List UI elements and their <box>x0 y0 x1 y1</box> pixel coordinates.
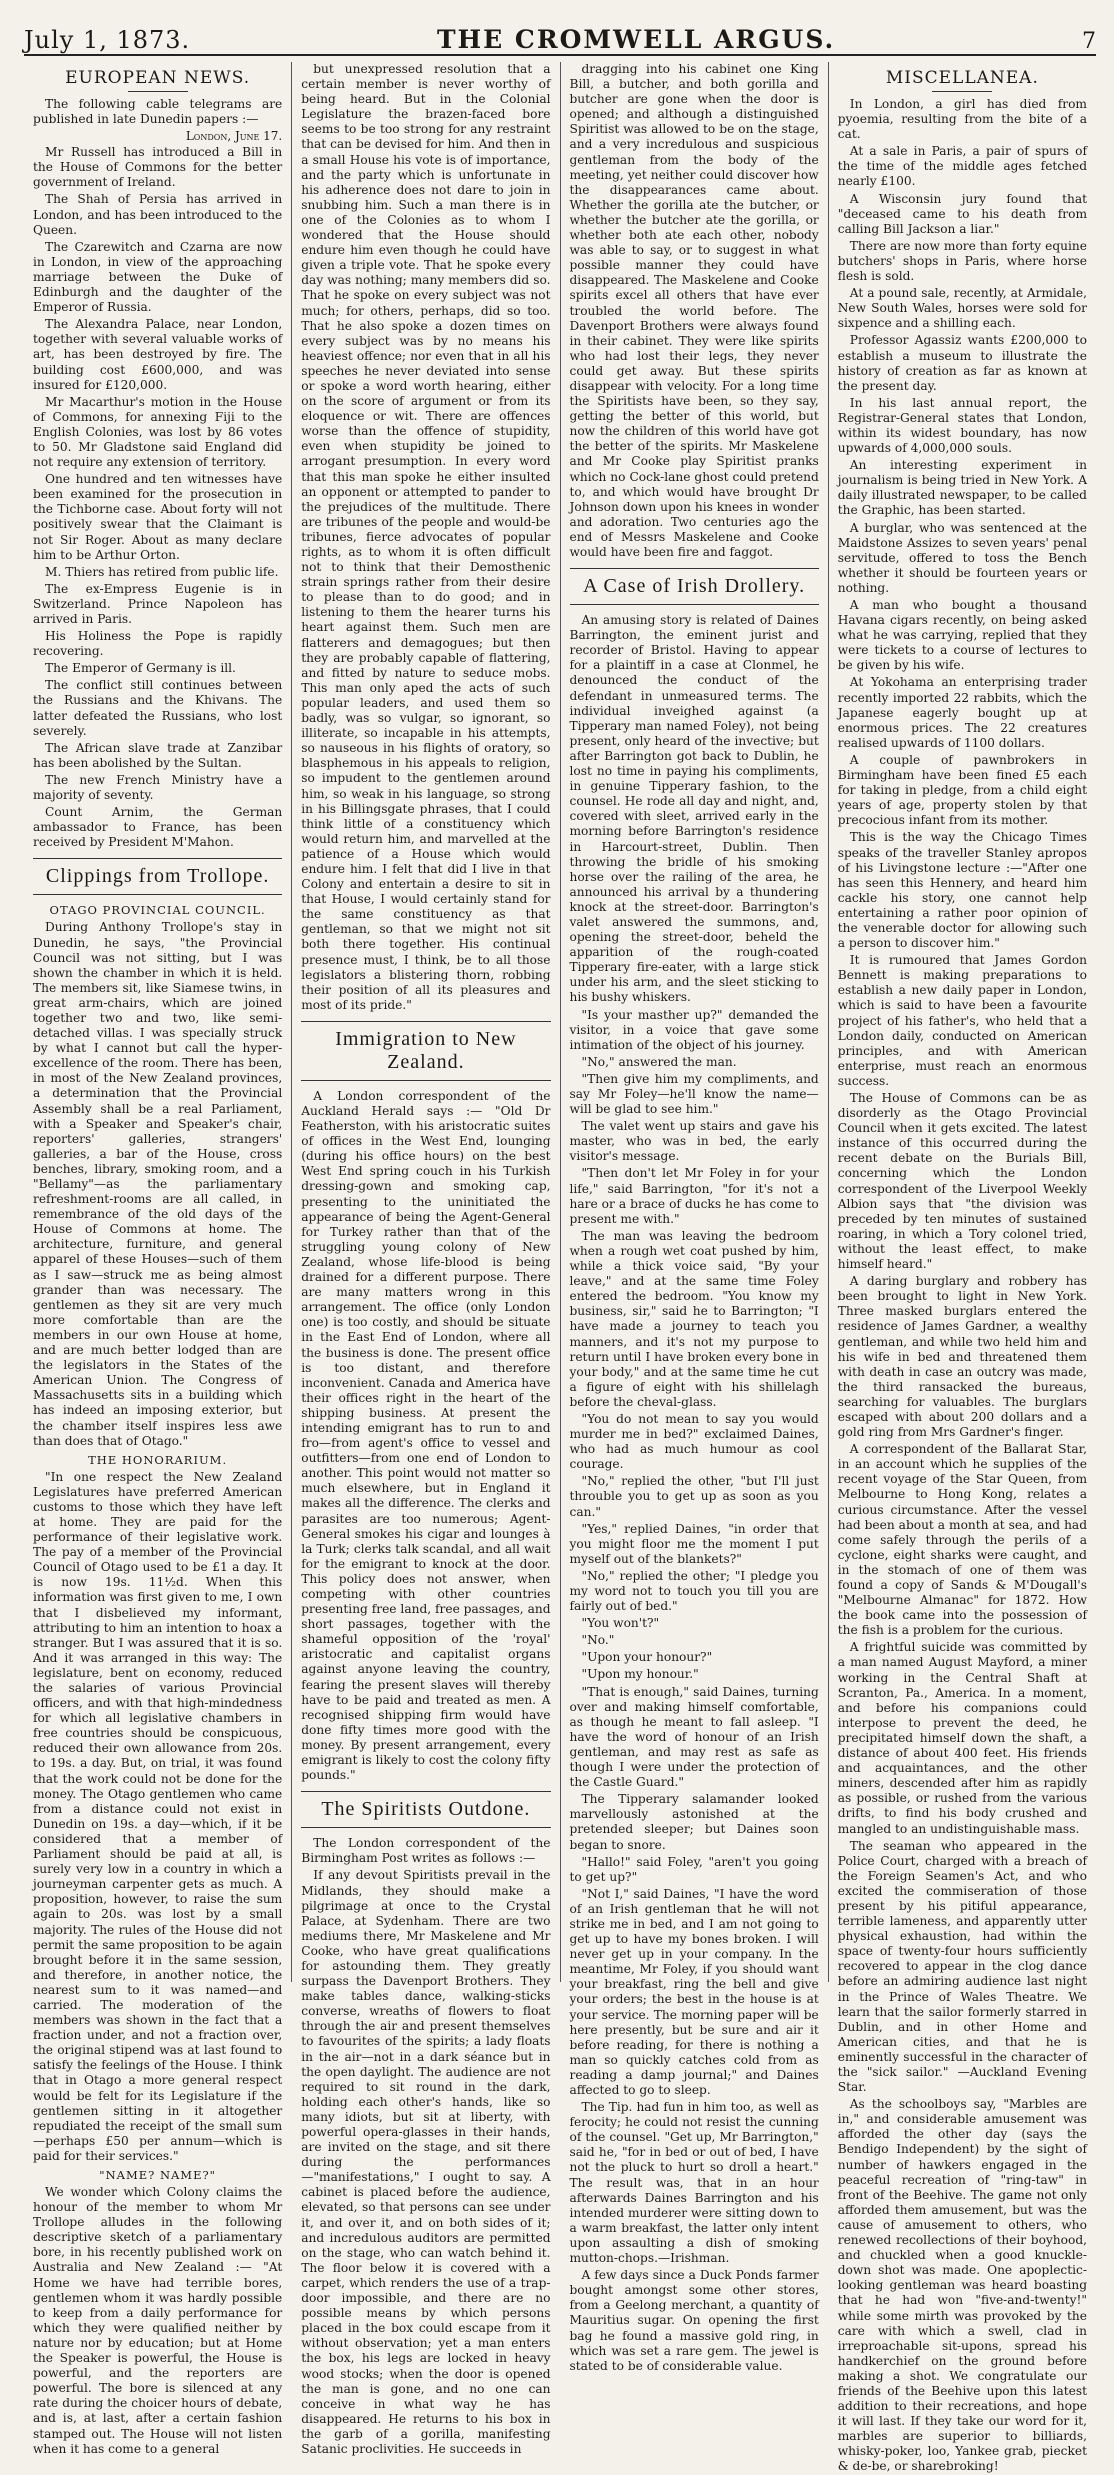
paragraph: The conflict still continues between the Russians and the Khivans. The latter defeated the Russians, who lost severely. <box>33 678 283 738</box>
paragraph: "Hallo!" said Foley, "aren't you going to get up?" <box>569 1854 819 1884</box>
paragraph: As the schoolboys say, "Marbles are in," and considerable amusement was afforded the other day (says the Bendigo Independent) by the sight of number of hawkers engaged in the peaceful recreation of "ring-taw" in front of the Beehive. The game not only afforded them amusement, but was the cause of amusement to others, who renewed recollections of their boyhood, and chuckled when a good knuckle-down shot was made. One apoplectic-looking gentleman was heard boasting that he had won "five-and-twenty!" while some mirth was provoked by the care with which a swell, clad in irreproachable sit-upons, spread his handkerchief on the ground before making a shot. We congratulate our friends of the Beehive upon this latest addition to their recreations, and hope it will last. If they take our word for it, marbles are superior to billiards, whisky-poker, loo, Yankee grab, piecket & de-be, or sharebroking! <box>837 2097 1087 2474</box>
immigration-heading <box>301 1021 550 1081</box>
paragraph: It is rumoured that James Gordon Bennett is making preparations to establish a new daily paper in London, which is said to have been a favourite project of his father's, who held that a London daily, conducted on American principles, and with American enterprise, must reach an enormous success. <box>837 953 1087 1088</box>
paragraph: Count Arnim, the German ambassador to France, has been received by President M'Mahon. <box>33 805 283 850</box>
column-4 <box>829 62 1096 2474</box>
paragraph: "You do not mean to say you would murder me in bed?" exclaimed Daines, who had as much humour as cool courage. <box>569 1411 819 1472</box>
divider <box>932 91 992 92</box>
paragraph: The Emperor of Germany is ill. <box>45 661 236 676</box>
european-news-body <box>33 145 282 850</box>
paragraph: The London correspondent of the Birmingham Post writes as follows :— <box>301 1836 551 1866</box>
paragraph: At Yokohama an enterprising trader recently imported 22 rabbits, which the Japanese eagerly bought up at enormous prices. The 22 creatures realised upwards of 1100 dollars. <box>837 675 1087 750</box>
paragraph: dragging into his cabinet one King Bill, a butcher, and both gorilla and butcher are gone when the door is opened; and although a distinguished Spiritist was allowed to be on the stage, and a very incredulous and suspicious gentleman from the body of the meeting, yet neither could discover how the disappearances came about. Whether the gorilla ate the butcher, or whether the butcher ate the gorilla, or whether both ate each other, nobody was able to say, or to suggest in what possible manner they could have disappeared. The Maskelene and Cooke spirits excel all others that have ever troubled the world before. The Davenport Brothers were always found in their cabinet. They were like spirits who had lost their legs, they never could get away. But these spirits disappear with velocity. For a long time the Spiritists have been, so they say, getting the better of this world, but now the children of this world have got the better of the spirits. Mr Maskelene and Mr Cooke play Spiritist pranks which no Cock-lane ghost could pretend to, and which would have brought Dr Johnson down upon his knees in wonder and adoration. Two centuries ago the end of Messrs Maskelene and Cooke would have been fire and faggot. <box>569 62 819 559</box>
masthead <box>24 14 1096 56</box>
european-news-heading <box>33 68 282 92</box>
paragraph: The man was leaving the bedroom when a rough wet coat pushed by him, while a thick voice said, "By your leave," and at the same time Foley entered the bedroom. "You know my business, sir," said he to Barrington; "I have made a journey to teach you manners, and it's not my purpose to return until I have broken every bone in your body," and at the same time he cut a figure of eight with his shillelagh before the cheval-glass. <box>569 1228 819 1409</box>
trollope-heading <box>33 858 282 895</box>
paragraph: "Then give him my compliments, and say Mr Foley—he'll know the name—will be glad to see him." <box>569 1071 819 1117</box>
paragraph: "No," replied the other, "but I'll just throuble you to get up as soon as you can." <box>569 1474 819 1519</box>
paragraph: His Holiness the Pope is rapidly recovering. <box>33 629 283 659</box>
paragraph: A London correspondent of the Auckland Herald says :— "Old Dr Featherston, with his aristocratic suites of offices in the West End, lounging (during his office hours) on the best West End spring couch in his Turkish dressing-gown and smoking cap, presenting to the uninitiated the appearance of being the Agent-General for Turkey rather than that of the struggling young colony of New Zealand, whose life-blood is being drained for a different purpose. There are many matters wrong in this arrangement. The office (only London one) is too costly, and should be situate in the East End of London, where all the business is done. The present office is too distant, and therefore inconvenient. Canada and America have their offices right in the heart of the shipping business. At present the intending emigrant has to run to and fro—from agent's office to vessel and outfitters—from one end of London to another. This point would not matter so much elsewhere, but in England it makes all the difference. The clerks and parasites are too numerous; Agent-General smokes his cigar and lounges à la Turk; clerks talk scandal, and all wait for the emigrant to knock at the door. This policy does not answer, when competing with other countries presenting free land, free passages, and short passages, together with the shameful opposition of the 'royal' aristocratic and capitalist organs against anyone leaving the country, fearing the present slaves will thereby have to be paid and treated as men. A recognised shipping firm would have done fifty times more good with the money. By present arrangement, every emigrant is likely to cost the colony fifty pounds." <box>301 1088 551 1783</box>
paragraph: The Tipperary salamander looked marvellously astonished at the pretended sleeper; but Daines soon began to snore. <box>569 1792 819 1852</box>
article-intro: The following cable telegrams are published in late Dunedin papers :— <box>33 97 283 127</box>
paragraph: In London, a girl has died from pyoemia, resulting from the bite of a cat. <box>837 97 1087 142</box>
paragraph: We wonder which Colony claims the honour of the member to whom Mr Trollope alludes in the following descriptive sketch of a parliamentary bore, in his recently published work on Australia and New Zealand :— "At Home we have had terrible bores, gentlemen whom it was hardly possible to keep from a daily performance for which they were qualified neither by nature nor by education; but at Home the Speaker is powerful, the House is powerful, and the reporters are powerful. The bore is silenced at any rate during the choicer hours of debate, and is, at last, after a certain fashion stamped out. The House will not listen when it has come to a general <box>33 2185 283 2456</box>
paragraph: The African slave trade at Zanzibar has been abolished by the Sultan. <box>33 740 283 770</box>
paragraph: There are now more than forty equine butchers' shops in Paris, where horse flesh is sold. <box>837 238 1087 284</box>
paragraph: An amusing story is related of Daines Barrington, the eminent jurist and recorder of Bristol. Having to appear for a plaintiff in a case at Clonmel, he denounced the conduct of the defendant in unmeasured terms. The individual inveighed against (a Tipperary man named Foley), not being present, only heard of the invective; but after Barrington got back to Dublin, he lost no time in paying his compliments, in genuine Tipperary fashion, to the counsel. He rode all day and night, and, covered with sleet, arrived early in the morning before Barrington's residence in Harcourt-street, Dublin. Then throwing the bridle of his smoking horse over the railing of the area, he announced his arrival by a thundering knock at the street-door. Barrington's valet answered the summons, and, opening the street-door, beheld the apparition of the rough-coated Tipperary fire-eater, with a large stick under his arm, and the sleet sticking to his bushy whiskers. <box>569 613 819 1005</box>
paragraph: One hundred and ten witnesses have been examined for the prosecution in the Tichborne case. About forty will not positively swear that the Claimant is not Sir Roger. About as many declare him to be Arthur Orton. <box>33 472 283 562</box>
paragraph: The Alexandra Palace, near London, together with several valuable works of art, has been destroyed by fire. The building cost £600,000, and was insured for £120,000. <box>33 317 283 392</box>
paragraph: The Tip. had fun in him too, as well as ferocity; he could not resist the cunning of the counsel. "Get up, Mr Barrington," said he, "for in bed or out of bed, I have not the pluck to hurt so droll a heart." The result was, that in an hour afterwards Daines Barrington and his intended murderer were sitting down to a warm breakfast, the latter only intent upon assaulting a dish of smoking mutton-chops.—Irishman. <box>569 2100 819 2266</box>
paragraph: At a pound sale, recently, at Armidale, New South Wales, horses were sold for sixpence and a shilling each. <box>837 286 1087 331</box>
section-title: MISCELLANEA. <box>885 68 1039 88</box>
issue-date: July 1, 1873. <box>24 26 191 54</box>
paragraph: A Wisconsin jury found that "deceased came to his death from calling Bill Jackson a liar." <box>837 191 1087 236</box>
section-title: Immigration to New Zealand. <box>335 1027 517 1073</box>
subheading: OTAGO PROVINCIAL COUNCIL. <box>49 903 266 918</box>
paragraph: "You won't?" <box>581 1616 660 1631</box>
paragraph: "No," replied the other; "I pledge you my word not to touch you till you are fairly out of bed." <box>569 1568 819 1614</box>
miscellanea-heading <box>838 68 1087 92</box>
paragraph: The Czarewitch and Czarna are now in London, in view of the approaching marriage between the Duke of Edinburgh and the daughter of the Emperor of Russia. <box>33 239 283 315</box>
paragraph: "No," answered the man. <box>581 1054 737 1069</box>
paragraph: The valet went up stairs and gave his master, who was in bed, the early visitor's message. <box>569 1119 819 1164</box>
column-3 <box>561 62 829 2373</box>
paragraph: "Yes," replied Daines, "in order that you might floor me the moment I put myself out of the blankets?" <box>569 1521 819 1566</box>
section-title: The Spiritists Outdone. <box>321 1798 531 1821</box>
column-2 <box>292 62 560 2456</box>
subheading: "NAME? NAME?" <box>99 2168 216 2182</box>
paragraph: An interesting experiment in journalism is being tried in New York. A daily illustrated newspaper, to be called the Graphic, has been started. <box>837 458 1087 518</box>
paragraph: "Not I," said Daines, "I have the word of an Irish gentleman that he will not strike me in bed, and I am not going to get up to have my bones broken. I will never get up in your company. In the meantime, Mr Foley, if you should want your breakfast, ring the bell and give your orders; the best in the house is at your service. The morning paper will be here presently, but be sure and air it before reading, for there is nothing a man so quickly catches cold from as reading a damp journal;" and Daines affected to go to sleep. <box>569 1886 819 2097</box>
section-title: Clippings from Trollope. <box>45 865 270 888</box>
paragraph: The Shah of Persia has arrived in London, and has been introduced to the Queen. <box>33 192 283 237</box>
paragraph: This is the way the Chicago Times speaks of the traveller Stanley apropos of his Livingstone lecture :—"After one has seen this Hennery, and heard him cackle his story, one cannot help entertaining a rather poor opinion of the venerable doctor for allowing such a person to discover him." <box>837 830 1087 951</box>
column-1 <box>24 62 292 2456</box>
paragraph: M. Thiers has retired from public life. <box>45 564 279 579</box>
section-title: A Case of Irish Drollery. <box>583 575 806 598</box>
paragraph: If any devout Spiritists prevail in the Midlands, they should make a pilgrimage at once to the Crystal Palace, at Sydenham. There are two mediums there, Mr Maskelene and Mr Cooke, who have great qualifications for astounding them. They greatly surpass the Davenport Brothers. They make tables dance, walking-sticks converse, wreaths of flowers to float through the air and present themselves to favourites of the spirits; a lady floats in the air—not in a dark séance but in the open daylight. The audience are not required to sit round in the dark, holding each other's hands, like so many idiots, but sit at liberty, with powerful opera-glasses in their hands, are invited on the stage, and sit there during the performances—"manifestations," I ought to say. A cabinet is placed before the audience, elevated, so that persons can see under it, and over it, and on both sides of it; and incredulous auditors are permitted on the stage, who can watch behind it. The floor below it is covered with a carpet, which renders the use of a trap-door impossible, and there are no possible means by which persons placed in the box could escape from it without observation; yet a man enters the box, his legs are locked in heavy wood stocks; when the door is opened the man is gone, and no one can conceive in what way he has disappeared. He returns to his box in the garb of a gorilla, manifesting Satanic proclivities. He succeeds in <box>301 1868 551 2456</box>
paragraph: A man who bought a thousand Havana cigars recently, on being asked what he was carrying, replied that they were tickets to a course of lectures to be given by his wife. <box>837 598 1087 673</box>
paragraph: Mr Russell has introduced a Bill in the House of Commons for the better government of Ireland. <box>33 145 283 190</box>
paragraph: The House of Commons can be as disorderly as the Otago Provincial Council when it gets excited. The latest instance of this occurred during the recent debate on the Burials Bill, concerning which the London correspondent of the Liverpool Weekly Albion says that "the division was preceded by ten minutes of sustained roaring, in which a Tory colonel tried, without the least effect, to make himself heard." <box>837 1091 1087 1272</box>
page-number: 7 <box>1081 29 1096 54</box>
paragraph: A burglar, who was sentenced at the Maidstone Assizes to seven years' penal servitude, offered to toss the Bench whether it should be fourteen years or nothing. <box>837 520 1087 595</box>
paragraph: A couple of pawnbrokers in Birmingham have been fined £5 each for taking in pledge, from a child eight years of age, property stolen by that precocious infant from its mother. <box>837 752 1087 828</box>
paragraph: Professor Agassiz wants £200,000 to establish a museum to illustrate the history of creation as far as known at the present day. <box>837 333 1087 393</box>
paragraph: The new French Ministry have a majority of seventy. <box>33 772 283 803</box>
irish-drollery-heading <box>570 568 819 605</box>
paragraph: At a sale in Paris, a pair of spurs of the time of the middle ages fetched nearly £100. <box>837 144 1087 189</box>
paragraph: A few days since a Duck Ponds farmer bought amongst some other stores, from a Geelong merchant, a quantity of Mauritius sugar. On opening the first bag he found a massive gold ring, in which was set a rare gem. The jewel is stated to be of considerable value. <box>569 2268 819 2373</box>
paragraph: A correspondent of the Ballarat Star, in an account which he supplies of the recent voyage of the Star Queen, from Melbourne to Hong Kong, relates a curious circumstance. After the vessel had been about a month at sea, and had come safely through the perils of a cyclone, eight sharks were caught, and in the stomach of one of them was found a copy of Sands & M'Dougall's "Melbourne Almanac" for 1872. How the book came into the possession of the fish is a problem for the curious. <box>837 1442 1087 1638</box>
paragraph: but unexpressed resolution that a certain member is never worthy of being heard. But in the Colonial Legislature the brazen-faced bore seems to be too strong for any restraint that can be devised for him. And then in a small House his vote is of importance, and the party which is unfortunate in his adherence does not dare to join in snubbing him. Such a man there is in one of the Colonies as to whom I wondered that the House should endure him even though he could have given a triple vote. That he spoke every day was nothing; many members did so. That he spoke on every subject was not much; for others, perhaps, did so too. That he also spoke a dozen times on every subject was by no means his heaviest offence; nor even that in all his speeches he never deviated into sense or spoke a word worth hearing, either on the score of argument or from its eloquence or wit. There are offences worse than the offence of stupidity, even when stupidity be joined to arrogant presumption. In every word that this man spoke he either insulted an opponent or attempted to pander to the prejudices of the multitude. There are tribunes of the people and would-be tribunes, fierce advocates of popular rights, as to whom it is often difficult not to think that their Demosthenic strain springs rather from their desire to please than to do good; and in listening to them the hearer turns his heart against them. Such men are flatterers and demagogues; but then they are probably capable of flattering, and fitted by nature to seduce mobs. This man only aped the acts of such popular leaders, and used them so badly, was so vulgar, so ignorant, so illiterate, so incapable in his attempts, so nauseous in his flights of oratory, so blasphemous in his appeals to religion, so impudent to the gentlemen around him, so weak in his language, so strong in his Billingsgate phrases, that I could think little of a constituency which would return him, and marvelled at the patience of a House which would endure him. I felt that did I live in that Colony and entertain a desire to sit in that House, I would certainly stand for the same constituency as that gentleman, so that we might not sit both there together. His continual presence must, I think, be to all those legislators a blistering thorn, robbing their position of all its pleasures and most of its pride." <box>301 62 551 1012</box>
paragraph: In his last annual report, the Registrar-General states that London, within its widest boundary, has now upwards of 4,000,000 souls. <box>837 395 1087 456</box>
paragraph: During Anthony Trollope's stay in Dunedin, he says, "the Provincial Council was not sitting, but I was shown the chamber in which it is held. The members sit, like Siamese twins, in great arm-chairs, which are joined together two and two, like semi-detached villas. I was specially struck by what I cannot but call the hyper-excellence of the room. There has been, in most of the New Zealand provinces, a determination that the Provincial Assembly shall be a real Parliament, with a Speaker and Speaker's chair, reporters' galleries, strangers' galleries, a bar of the House, cross benches, library, smoking room, and a "Bellamy"—as the parliamentary refreshment-rooms are all called, in remembrance of the old days of the House of Commons at home. The architecture, furniture, and general apparel of these Houses—such of them as I saw—struck me as being almost grander than was necessary. The gentlemen as they sit are very much more comfortable than are the members in our own House at home, and are much better lodged than are the legislators in the States of the American Union. The Congress of Massachusetts sits in a building which has indeed an imposing exterior, but the chamber itself inspires less awe than does that of Otago." <box>33 920 283 1448</box>
divider <box>128 91 188 92</box>
paragraph: "No." <box>581 1633 615 1648</box>
newspaper-title: THE CROMWELL ARGUS. <box>436 25 836 54</box>
paragraph: "Upon my honour." <box>581 1667 699 1682</box>
paragraph: "That is enough," said Daines, turning over and making himself comfortable, as though he meant to fall asleep. "I have the word of honour of an Irish gentleman, and may rest as safe as though I were under the protection of the Castle Guard." <box>569 1684 819 1790</box>
dateline: London, June 17. <box>185 129 283 144</box>
subheading: THE HONORARIUM. <box>88 1452 228 1467</box>
paragraph: A daring burglary and robbery has been brought to light in New York. Three masked burglars entered the residence of James Gardner, a wealthy gentleman, and while two held him and his wife in bed and threatened them with death in case an outcry was made, the third ransacked the bureaus, searching for valuables. The burglars escaped with about 200 dollars and a gold ring from Mrs Gardner's finger. <box>837 1274 1087 1440</box>
paragraph: A frightful suicide was committed by a man named August Mayford, a miner working in the Central Shaft at Scranton, Pa., America. In a moment, and before his companions could interpose to prevent the deed, he precipitated himself down the shaft, a distance of about 400 feet. His friends and acquaintances, and the other miners, descended after him as rapidly as possible, or rushed from the various drifts, to find his body crushed and mangled to an undistinguishable mass. <box>837 1640 1087 1836</box>
spiritists-heading <box>301 1791 550 1828</box>
paragraph: The seaman who appeared in the Police Court, charged with a breach of the Foreign Seamen's Act, and who excited the commiseration of those present by his pitiful appearance, terrible lameness, and apparently utter physical exhaustion, had within the space of twenty-four hours sufficiently recovered to appear in the clog dance before an admiring audience last night in the Prince of Wales Theatre. We learn that the sailor formerly starred in Dublin, and in other Home and American cities, and that he is eminently successful in the character of the "sick sailor." —Auckland Evening Star. <box>837 1838 1087 2095</box>
paragraph: "In one respect the New Zealand Legislatures have preferred American customs to those which they have left at home. They are paid for the performance of their legislative work. The pay of a member of the Provincial Council of Otago used to be £1 a day. It is now 19s. 11½d. When this information was first given to me, I own that I disbelieved my informant, attributing to him an intention to hoax a stranger. But I was assured that it is so. And it was arranged in this way: The legislature, bent on economy, reduced the salaries of various Provincial officers, and with that high-mindedness for which all legislative chambers in free countries should be conspicuous, reduced their own allowance from 20s. to 19s. a day. But, on trial, it was found that the work could not be done for the money. The Otago gentlemen who came from a distance could not exist in Dunedin on 19s. a day—which, if it be considered that a member of Parliament should be paid at all, is surely very low in a country in which a journeyman carpenter gets as much. A proposition, however, to raise the sum again to 20s. was lost by a small majority. The rules of the House did not permit the same proposition to be again brought before it in the same session, and therefore, in another notice, the nearest sum to it was named—and carried. The moderation of the members was shown in the fact that a fraction under, and not a fraction over, the original stipend was at last found to satisfy the feelings of the House. I think that in Otago a more general respect would be felt for its Legislature if the gentlemen sitting in it altogether repudiated the receipt of the small sum—perhaps £50 per annum—which is paid for their services." <box>33 1469 283 2163</box>
paragraph: The ex-Empress Eugenie is in Switzerland. Prince Napoleon has arrived in Paris. <box>33 581 283 626</box>
section-title: EUROPEAN NEWS. <box>65 68 251 88</box>
paragraph: "Then don't let Mr Foley in for your life," said Barrington, "for it's not a hare or a brace of ducks he has come to present me with." <box>569 1166 819 1226</box>
paragraph: "Is your masther up?" demanded the visitor, in a voice that gave some intimation of the object of his journey. <box>569 1007 819 1052</box>
paragraph: "Upon your honour?" <box>581 1650 713 1665</box>
paragraph: Mr Macarthur's motion in the House of Commons, for annexing Fiji to the English Colonies, was lost by 86 votes to 50. Mr Gladstone said England did not require any extension of territory. <box>33 394 283 470</box>
